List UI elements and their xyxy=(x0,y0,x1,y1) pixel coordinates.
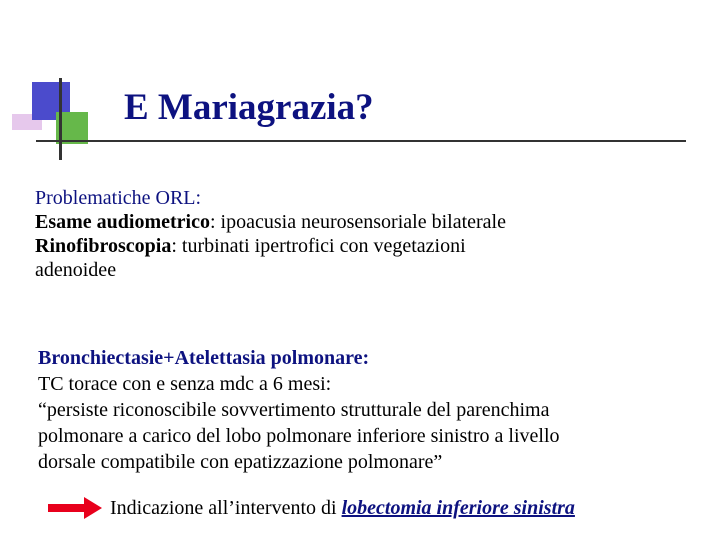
audiometry-line xyxy=(35,210,675,234)
slide-title: E Mariagrazia? xyxy=(124,87,374,128)
right-arrow-icon xyxy=(48,497,102,519)
indication-text xyxy=(110,494,575,522)
rhinoscopy-line xyxy=(35,234,675,258)
procedure-name: lobectomia inferiore sinistra xyxy=(341,497,575,519)
rhinoscopy-text-cont: adenoidee xyxy=(35,259,117,281)
ent-heading: Problematiche ORL: xyxy=(35,187,202,209)
logo-vertical-line xyxy=(59,78,62,160)
pulmonary-section xyxy=(38,345,698,475)
title-underline xyxy=(36,140,686,142)
indication-row xyxy=(48,494,688,524)
audiometry-label: Esame audiometrico xyxy=(35,211,210,233)
ct-line: TC torace con e senza mdc a 6 mesi: xyxy=(38,373,332,395)
ent-section xyxy=(35,186,675,282)
rhinoscopy-text: : turbinati ipertrofici con vegetazioni xyxy=(171,235,466,257)
quote-line-1: “persiste riconoscibile sovvertimento strutturale del parenchima xyxy=(38,399,550,421)
quote-line-3: dorsale compatibile con epatizzazione polmonare” xyxy=(38,451,443,473)
slide-logo xyxy=(0,0,120,170)
rhinoscopy-label: Rinofibroscopia xyxy=(35,235,172,257)
pulmonary-heading: Bronchiectasie+Atelettasia polmonare: xyxy=(38,347,370,369)
audiometry-text: : ipoacusia neurosensoriale bilaterale xyxy=(209,211,506,233)
indication-prefix: Indicazione all’intervento di xyxy=(110,497,342,519)
quote-line-2: polmonare a carico del lobo polmonare inferiore sinistro a livello xyxy=(38,425,560,447)
